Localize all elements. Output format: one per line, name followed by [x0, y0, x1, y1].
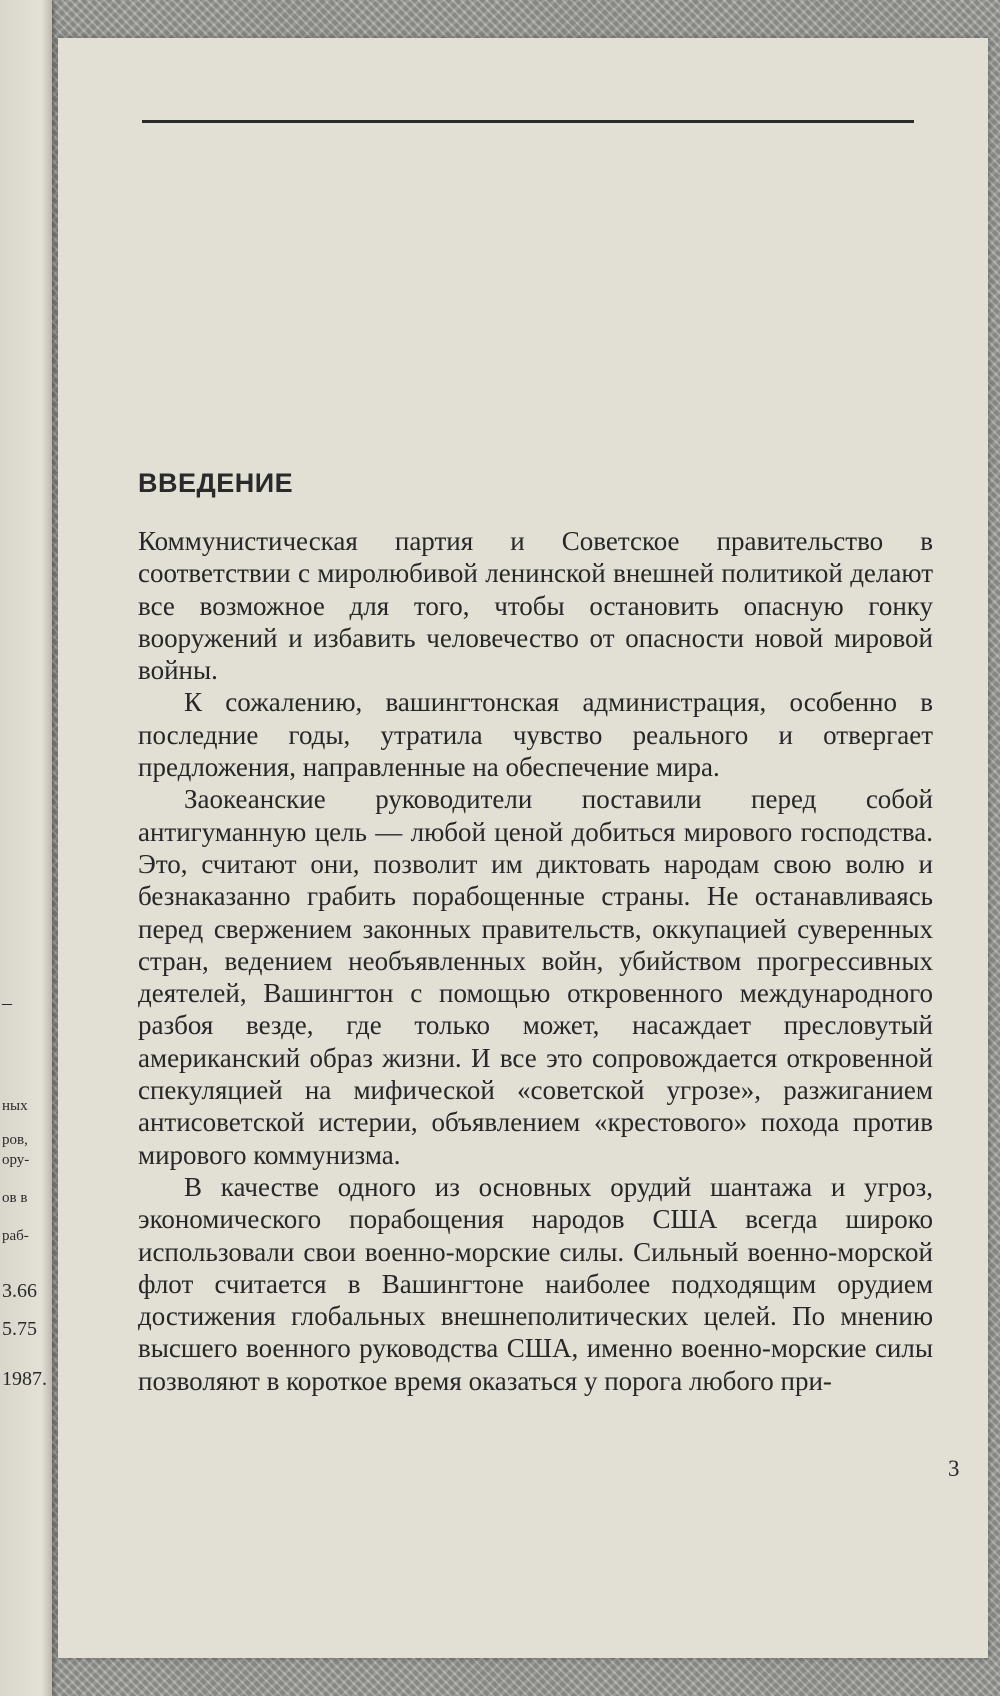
section-heading: ВВЕДЕНИЕ: [138, 468, 294, 498]
left-fragment: ных: [2, 1098, 28, 1114]
left-fragment: 5.75: [2, 1318, 37, 1340]
body-text: [138, 525, 933, 1397]
left-fragment: 1987.: [2, 1368, 47, 1390]
page-number: 3: [948, 1456, 960, 1481]
left-fragment: раб-: [2, 1228, 29, 1244]
paragraph: Коммунистическая партия и Советское правительство в соответствии с миролюбивой ленинской внешней политикой делают все возможное для того, чтобы остановить опасную гонку вооружений и избавить человечество от опасности новой мировой войны.: [138, 526, 933, 686]
left-fragment: ору-: [2, 1152, 30, 1168]
left-fragment: –: [2, 992, 12, 1014]
paragraph: В качестве одного из основных орудий шантажа и угроз, экономического порабощения народов США всегда широко использовали свои военно-морские силы. Сильный военно-морской флот считается в Вашингтоне наиболее подходящим орудием достижения глобальных внешнеполитических целей. По мнению высшего военного руководства США, именно военно-морские силы позволяют в короткое время оказаться у порога любого при-: [138, 1171, 933, 1396]
left-fragment: 3.66: [2, 1280, 37, 1302]
paragraph: Заокеанские руководители поставили перед собой антигуманную цель — любой ценой добиться мирового господства. Это, считают они, позволит им диктовать народам свою волю и безнаказанно грабить порабощенные страны. Не останавливаясь перед свержением законных правительств, оккупацией суверенных стран, ведением необъявленных войн, убийством прогрессивных деятелей, Вашингтон с помощью откровенного международного разбоя везде, где только может, насаждает пресловутый американский образ жизни. И все это сопровождается откровенной спекуляцией на мифической «советской угрозе», разжиганием антисоветской истерии, объявлением «крестового» похода против мирового коммунизма.: [138, 784, 933, 1170]
header-rule: [142, 120, 914, 123]
left-fragment: ров,: [2, 1132, 28, 1148]
book-page: [58, 38, 988, 1658]
adjacent-page-edge: [0, 0, 52, 1696]
paragraph: К сожалению, вашингтонская администрация, особенно в последние годы, утратила чувство реального и отвергает предложения, направленные на обеспечение мира.: [138, 687, 933, 783]
left-fragment: ов в: [2, 1190, 28, 1206]
